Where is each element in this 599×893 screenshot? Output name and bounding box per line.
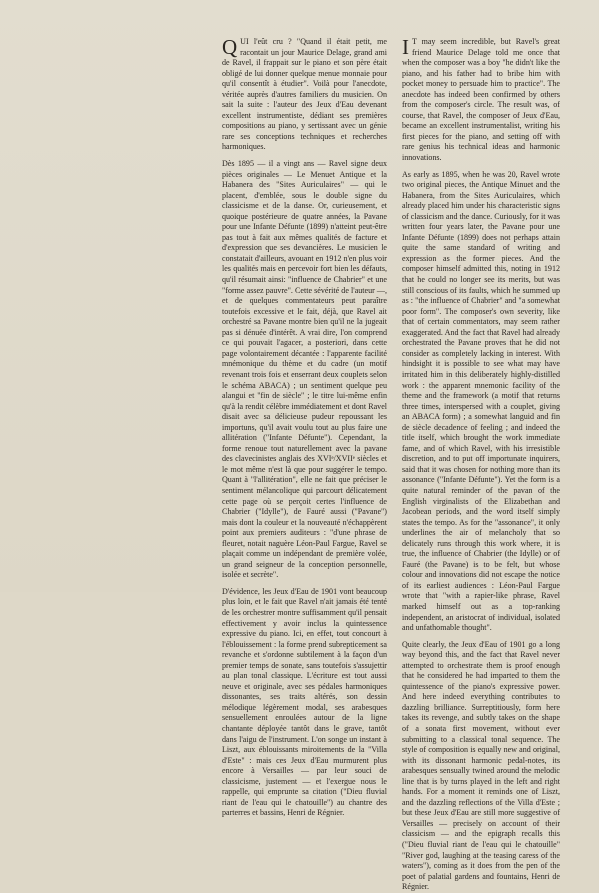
english-text-column (402, 35, 560, 892)
french-paragraph-1: QUI l'eût cru ? "Quand il était petit, me racontait un jour Maurice Delage, grand ami de Ravel, il frappait sur le piano et son père était obligé de lui donner quelque menue monnaie pour qu'il consentît à étudier". Voilà pour l'anecdote, véritée auprès d'autres familiers du musicien. On sait la suite : l'auteur des Jeux d'Eau devenant excellent instrumentiste, dédiant ses premières compositions au piano, y sertissant avec un génie rare ses conceptions techniques et recherches harmoniques. (222, 35, 387, 152)
dropcap-q: Q (222, 35, 238, 59)
dropcap-i: I (402, 35, 409, 59)
french-paragraph-2: Dès 1895 — il a vingt ans — Ravel signe deux pièces originales — Le Menuet Antique et la Habanera des "Sites Auriculaires" — qui le placent, d'emblée, sous le double signe du classicisme et de la danse. Or, curieusement, et quoique postérieure de quatre années, la Pavane pour une Infante Défunte (1899) n'atteint peut-être pas tout à fait aux mêmes qualités de facture et d'expression que ses devancières. Le musicien le constatait d'ailleurs, avouant en 1912 n'en plus voir les qualités mais en percevoir fort bien les défauts, qu'il résumait ainsi: "influence de Chabrier" et une "forme assez pauvre". Cette sévérité de l'auteur —, et de quelques commentateurs peut paraître toutefois excessive et le fait, déjà, que Ravel ait orchestré sa Pavane montre bien qu'il ne la jugeait pas si dénuée d'intérêt. A vrai dire, l'on comprend ce qui pouvait l'agacer, a posteriori, dans cette page volontairement décantée : l'apparente facilité mnémonique du thème et du cadre (un motif revenant trois fois et enserrant deux couplets selon le schéma ABACA) ; un sentiment quelque peu alangui et "fin de siècle" ; le titre lui-même enfin qu'à la rendit célèbre immédiatement et dont Ravel disait avec sa délicieuse pudeur repoussant les importuns, qu'il avait voulu tout au plus faire une allitération ("Infante Défunte"). Cependant, la forme renoue tout naturellement avec la pavane des clavecinistes anglais des XVIᵉ/XVIIᵉ siècles et le mot même n'est là que pour suggérer le tempo. Quant à "l'allitération", elle ne fait que préciser le sentiment mélancolique qui parcourt délicatement cette page où se perçoit certes l'influence de Chabrier ("Idylle"), de Fauré aussi ("Pavane") mais dont la couleur et la nouveauté n'échappèrent point aux premiers auditeurs : "d'une phrase de fleuret, notait naguère Léon-Paul Fargue, Ravel se plaçait comme un indépendant de première volée, un grand seigneur de la conception personnelle, isolée et secrète". (222, 159, 387, 580)
english-paragraph-3: Quite clearly, the Jeux d'Eau of 1901 go a long way beyond this, and the fact that Ravel never attempted to orchestrate them is proof enough that he considered he had imparted to them the quintessence of the piano's expressive power. And here indeed everything contributes to dazzling brilliance. Surreptitiously, form here takes its revenge, and subtly takes on the shape of a sonata first movement, without ever submitting to a classical tonal sequence. The style of composition is equally new and original, with its dissonant harmonic pedal-notes, its arabesques sensually twined around the melodic line that is by turns played in the left and right hands. For a moment it reminds one of Liszt, and the dazzling reflections of the Villa d'Este ; but these Jeux d'Eau are still more suggestive of Versailles — precisely on account of their classicism — and the epigraph recalls this ("Dieu fluvial riant de l'eau qui le chatouille" "River god, laughing at the teasing caress of the waters"), coming as it does from the pen of the poet of palatial gardens and fountains, Henri de Régnier. (402, 639, 560, 892)
english-paragraph-2: As early as 1895, when he was 20, Ravel wrote two original pieces, the Antique Minuet and the Habanera, from the Sites Auriculaires, which already placed him under his characteristic signs of classicism and the dance. Curiously, for it was written four years later, the Pavane pour une Infante Défunte (1899) does not perhaps attain quite the same standard of writing and expression as the former pieces. And the composer himself admitted this, noting in 1912 that he could no longer see its merits, but was still conscious of its faults, which he summed up as : "the influence of Chabrier" and "a somewhat poor form". The composer's own severity, like that of certain commentators, may seem rather exaggerated. And the fact that Ravel had already orchestrated the Pavane proves that he did not consider as completely lacking in interest. With hindsight it is possible to see what may have irritated him in this deliberately highly-distilled work : the apparent mnemonic facility of the theme and the framework (a motif that returns three times, interspersed with a couplet, giving an ABACA form) ; a somewhat languid and fin de siècle decadence of feeling ; and indeed the title itself, which brought the work immediate fame, and of which Ravel, with his irresistible discretion, and to put off importunate inquirers, said that it was chosen for nothing more than its assonance ("Infante Défunte"). Yet the form is a quite natural reminder of the pavan of the English virginalists of the Elizabethan and Jacobean periods, and the word itself simply states the tempo. As for the "assonance", it only underlines the air of melancholy that so delicately runs through this work where, it is true, the influence of Chabrier (the Idylle) or of Fauré (the Pavane) is to be felt, but whose colour and innovations did not escape the notice of its earliest audiences : Léon-Paul Fargue wrote that "with a rapier-like phrase, Ravel marked himself out as a top-ranking independent, an aristocrat of individual, isolated and unfathomable thought". (402, 169, 560, 633)
french-paragraph-3: D'évidence, les Jeux d'Eau de 1901 vont beaucoup plus loin, et le fait que Ravel n'ait jamais été tenté de les orchestrer montre suffisamment qu'il pensait effectivement y avoir inclus la quintessence expressive du piano. Ici, en effet, tout concourt à l'éblouissement : la forme prend subrepticement sa revanche et s'ordonne subtilement à la façon d'un premier temps de sonate, sans toutefois s'assujettir au plan tonal classique. L'écriture est tout aussi neuve et originale, avec ses pédales harmoniques dissonantes, ses traits altérés, son dessin mélodique légèrement modal, ses arabesques sensuellement enroulées autour de la ligne chantante déployée tantôt dans le grave, tantôt dans l'aigu de l'instrument. L'on songe un instant à Liszt, aux éblouissants miroitements de la "Villa d'Este" : mais ces Jeux d'Eau murmurent plus encore à Versailles — par leur souci de classicisme, justement — et l'exergue nous le rappelle, qui emprunte sa citation ("Dieu fluvial riant de l'eau qui le chatouille") au chantre des parterres et bassins, Henri de Régnier. (222, 586, 387, 818)
french-text-column (222, 35, 387, 818)
english-paragraph-1: I T may seem incredible, but Ravel's great friend Maurice Delage told me once that when the composer was a boy "he didn't like the piano, and his father had to bribe him with pocket money to persuade him to practice". The anecdote has indeed been confirmed by others from the composer's circle. The result was, of course, that Ravel, the composer of Jeux d'Eau, became an excellent instrumentalist, writing his first pieces for the piano, and setting off with rare genius his technical ideas and harmonic innovations. (402, 35, 560, 163)
